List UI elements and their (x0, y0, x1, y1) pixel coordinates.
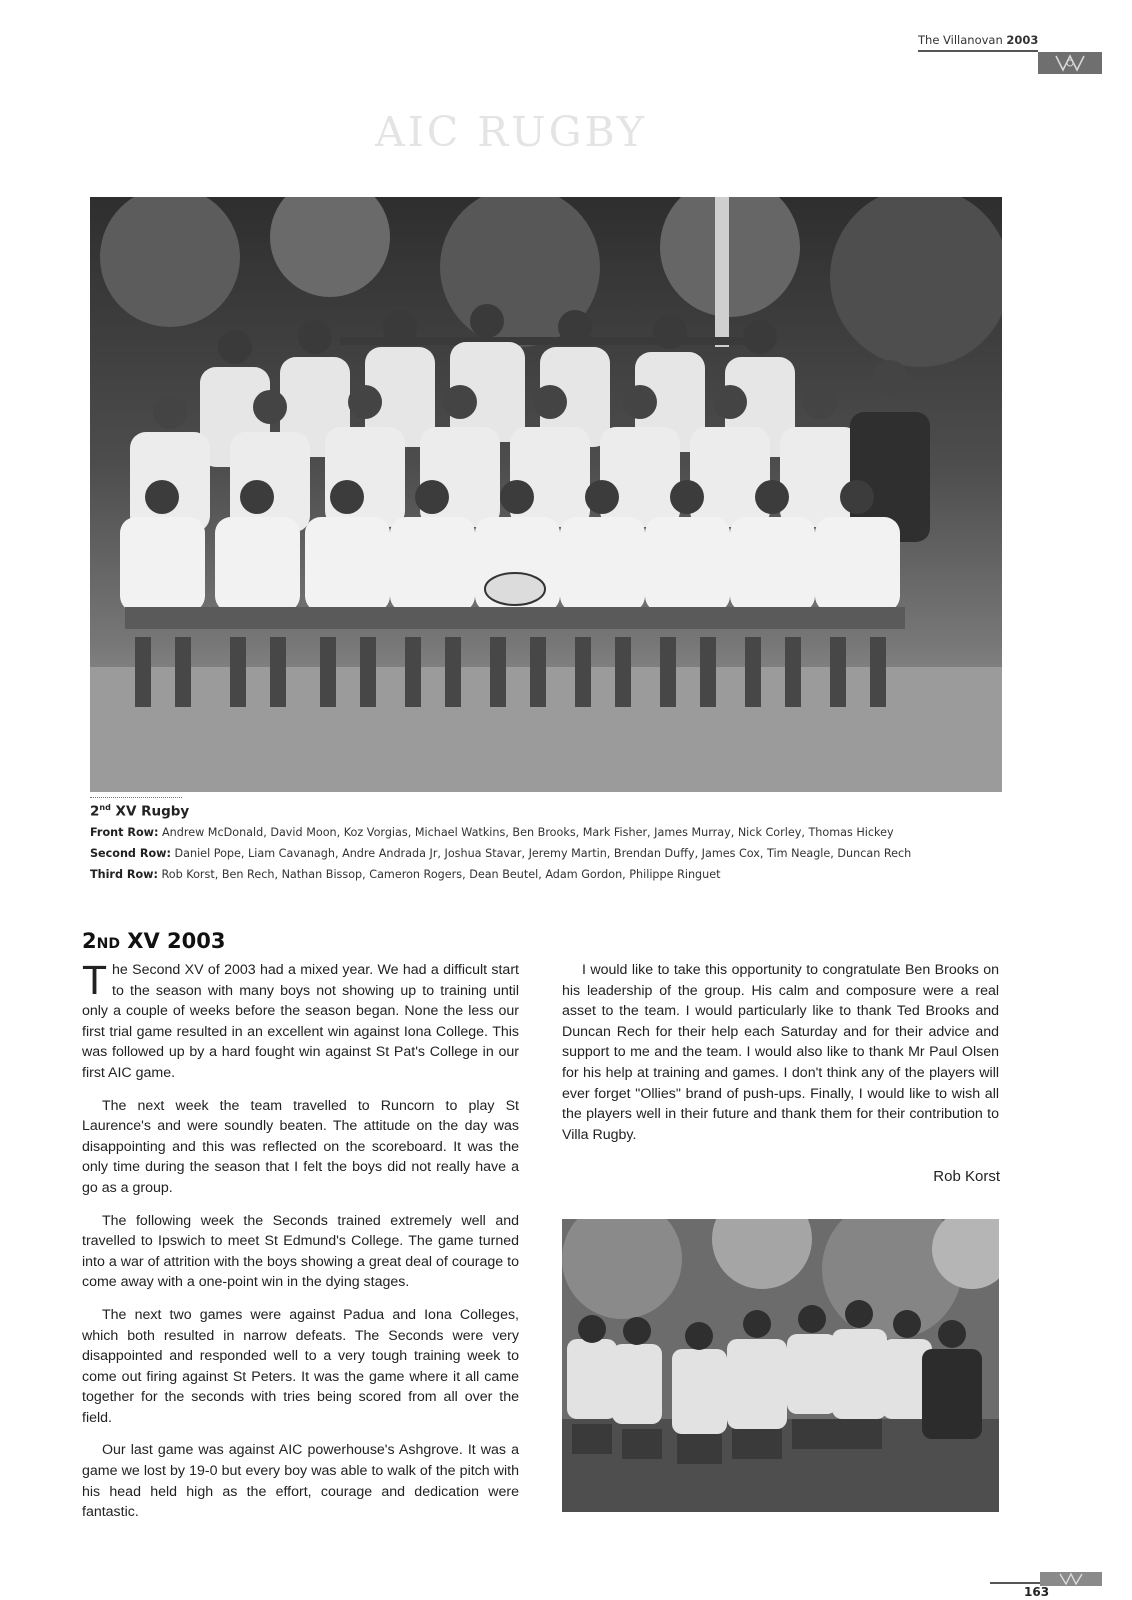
header-rule (918, 50, 1038, 52)
article-title-superscript: ND (96, 936, 120, 952)
huddle-photo (562, 1219, 999, 1512)
row-names: Andrew McDonald, David Moon, Koz Vorgias, Michael Watkins, Ben Brooks, Mark Fisher, James Murray, Nick Corley, Thomas Hickey (162, 826, 894, 839)
article-paragraph: The next week the team travelled to Runcorn to play St Laurence's and were soundly beaten. The attitude on the day was disappointing and this was reflected on the scoreboard. It was the only time during the season that I felt the boys did not really have a go as a group. (82, 1097, 519, 1196)
article-left-column (82, 957, 519, 1535)
caption-title-text: XV Rugby (115, 803, 190, 820)
article-right-column (562, 960, 999, 1157)
row-names: Rob Korst, Ben Rech, Nathan Bissop, Cameron Rogers, Dean Beutel, Adam Gordon, Philippe Ringuet (161, 868, 721, 881)
caption-superscript: nd (99, 803, 111, 812)
article-paragraph: Our last game was against AIC powerhouse's Ashgrove. It was a game we lost by 19-0 but every boy was able to walk of the pitch with his head held high as the effort, courage and dedication were fantastic. (82, 1442, 519, 1521)
footer-rule (990, 1582, 1040, 1584)
publication-year: 2003 (1006, 33, 1039, 47)
caption-third-row (90, 868, 721, 881)
article-author: Rob Korst (933, 1168, 1000, 1185)
article-title-number: 2 (82, 929, 97, 953)
vv-crest-icon (1040, 1572, 1102, 1586)
publication-header (918, 33, 1098, 47)
row-label: Front Row: (90, 826, 159, 839)
paragraph-text: he Second XV of 2003 had a mixed year. We had a difficult start to the season with many boys not showing up to training until only a couple of weeks before the season began. None the less our first trial game resulted in an excellent win against Iona College. This was followed up by a hard fought win against St Pat's College in our first AIC game. (82, 962, 519, 1081)
publication-name: The Villanovan (918, 33, 1003, 47)
caption-title (90, 803, 189, 820)
vv-crest-icon (1038, 52, 1102, 74)
page-number: 163 (1024, 1585, 1050, 1599)
caption-front-row (90, 826, 894, 839)
row-label: Third Row: (90, 868, 158, 881)
page-title: AIC RUGBY (375, 108, 647, 156)
caption-number: 2 (90, 803, 100, 820)
article-title (82, 929, 225, 953)
caption-second-row (90, 847, 911, 860)
drop-cap: T (82, 957, 108, 1003)
article-paragraph: The following week the Seconds trained extremely well and travelled to Ipswich to meet St Edmund's College. The game turned into a war of attrition with the boys showing a great deal of courage to come away with a one-point win in the dying stages. (82, 1212, 519, 1291)
caption-rule (90, 797, 182, 798)
row-names: Daniel Pope, Liam Cavanagh, Andre Andrada Jr, Joshua Stavar, Jeremy Martin, Brendan Duffy, James Cox, Tim Neagle, Duncan Rech (174, 847, 912, 860)
row-label: Second Row: (90, 847, 171, 860)
article-paragraph: The next two games were against Padua and Iona Colleges, which both resulted in narrow defeats. The Seconds were very disappointed and responded well to a very tough training week to come out firing against St Peters. It was the game where it all came together for the seconds with tries being scored from all over the field. (82, 1306, 519, 1426)
article-paragraph: I would like to take this opportunity to congratulate Ben Brooks on his leadership of the group. His calm and composure were a real asset to the team. I would particularly like to thank Ted Brooks and Duncan Rech for their help each Saturday and for their advice and support to me and the team. I would also like to thank Mr Paul Olsen for his help at training and games. I don't think any of the players will ever forget "Ollies" brand of push-ups. Finally, I would like to wish all the players well in their future and thank them for their contribution to Villa Rugby. (562, 962, 999, 1143)
article-paragraph (82, 957, 519, 1084)
team-photo (90, 197, 1002, 792)
article-title-rest: XV 2003 (119, 929, 226, 953)
